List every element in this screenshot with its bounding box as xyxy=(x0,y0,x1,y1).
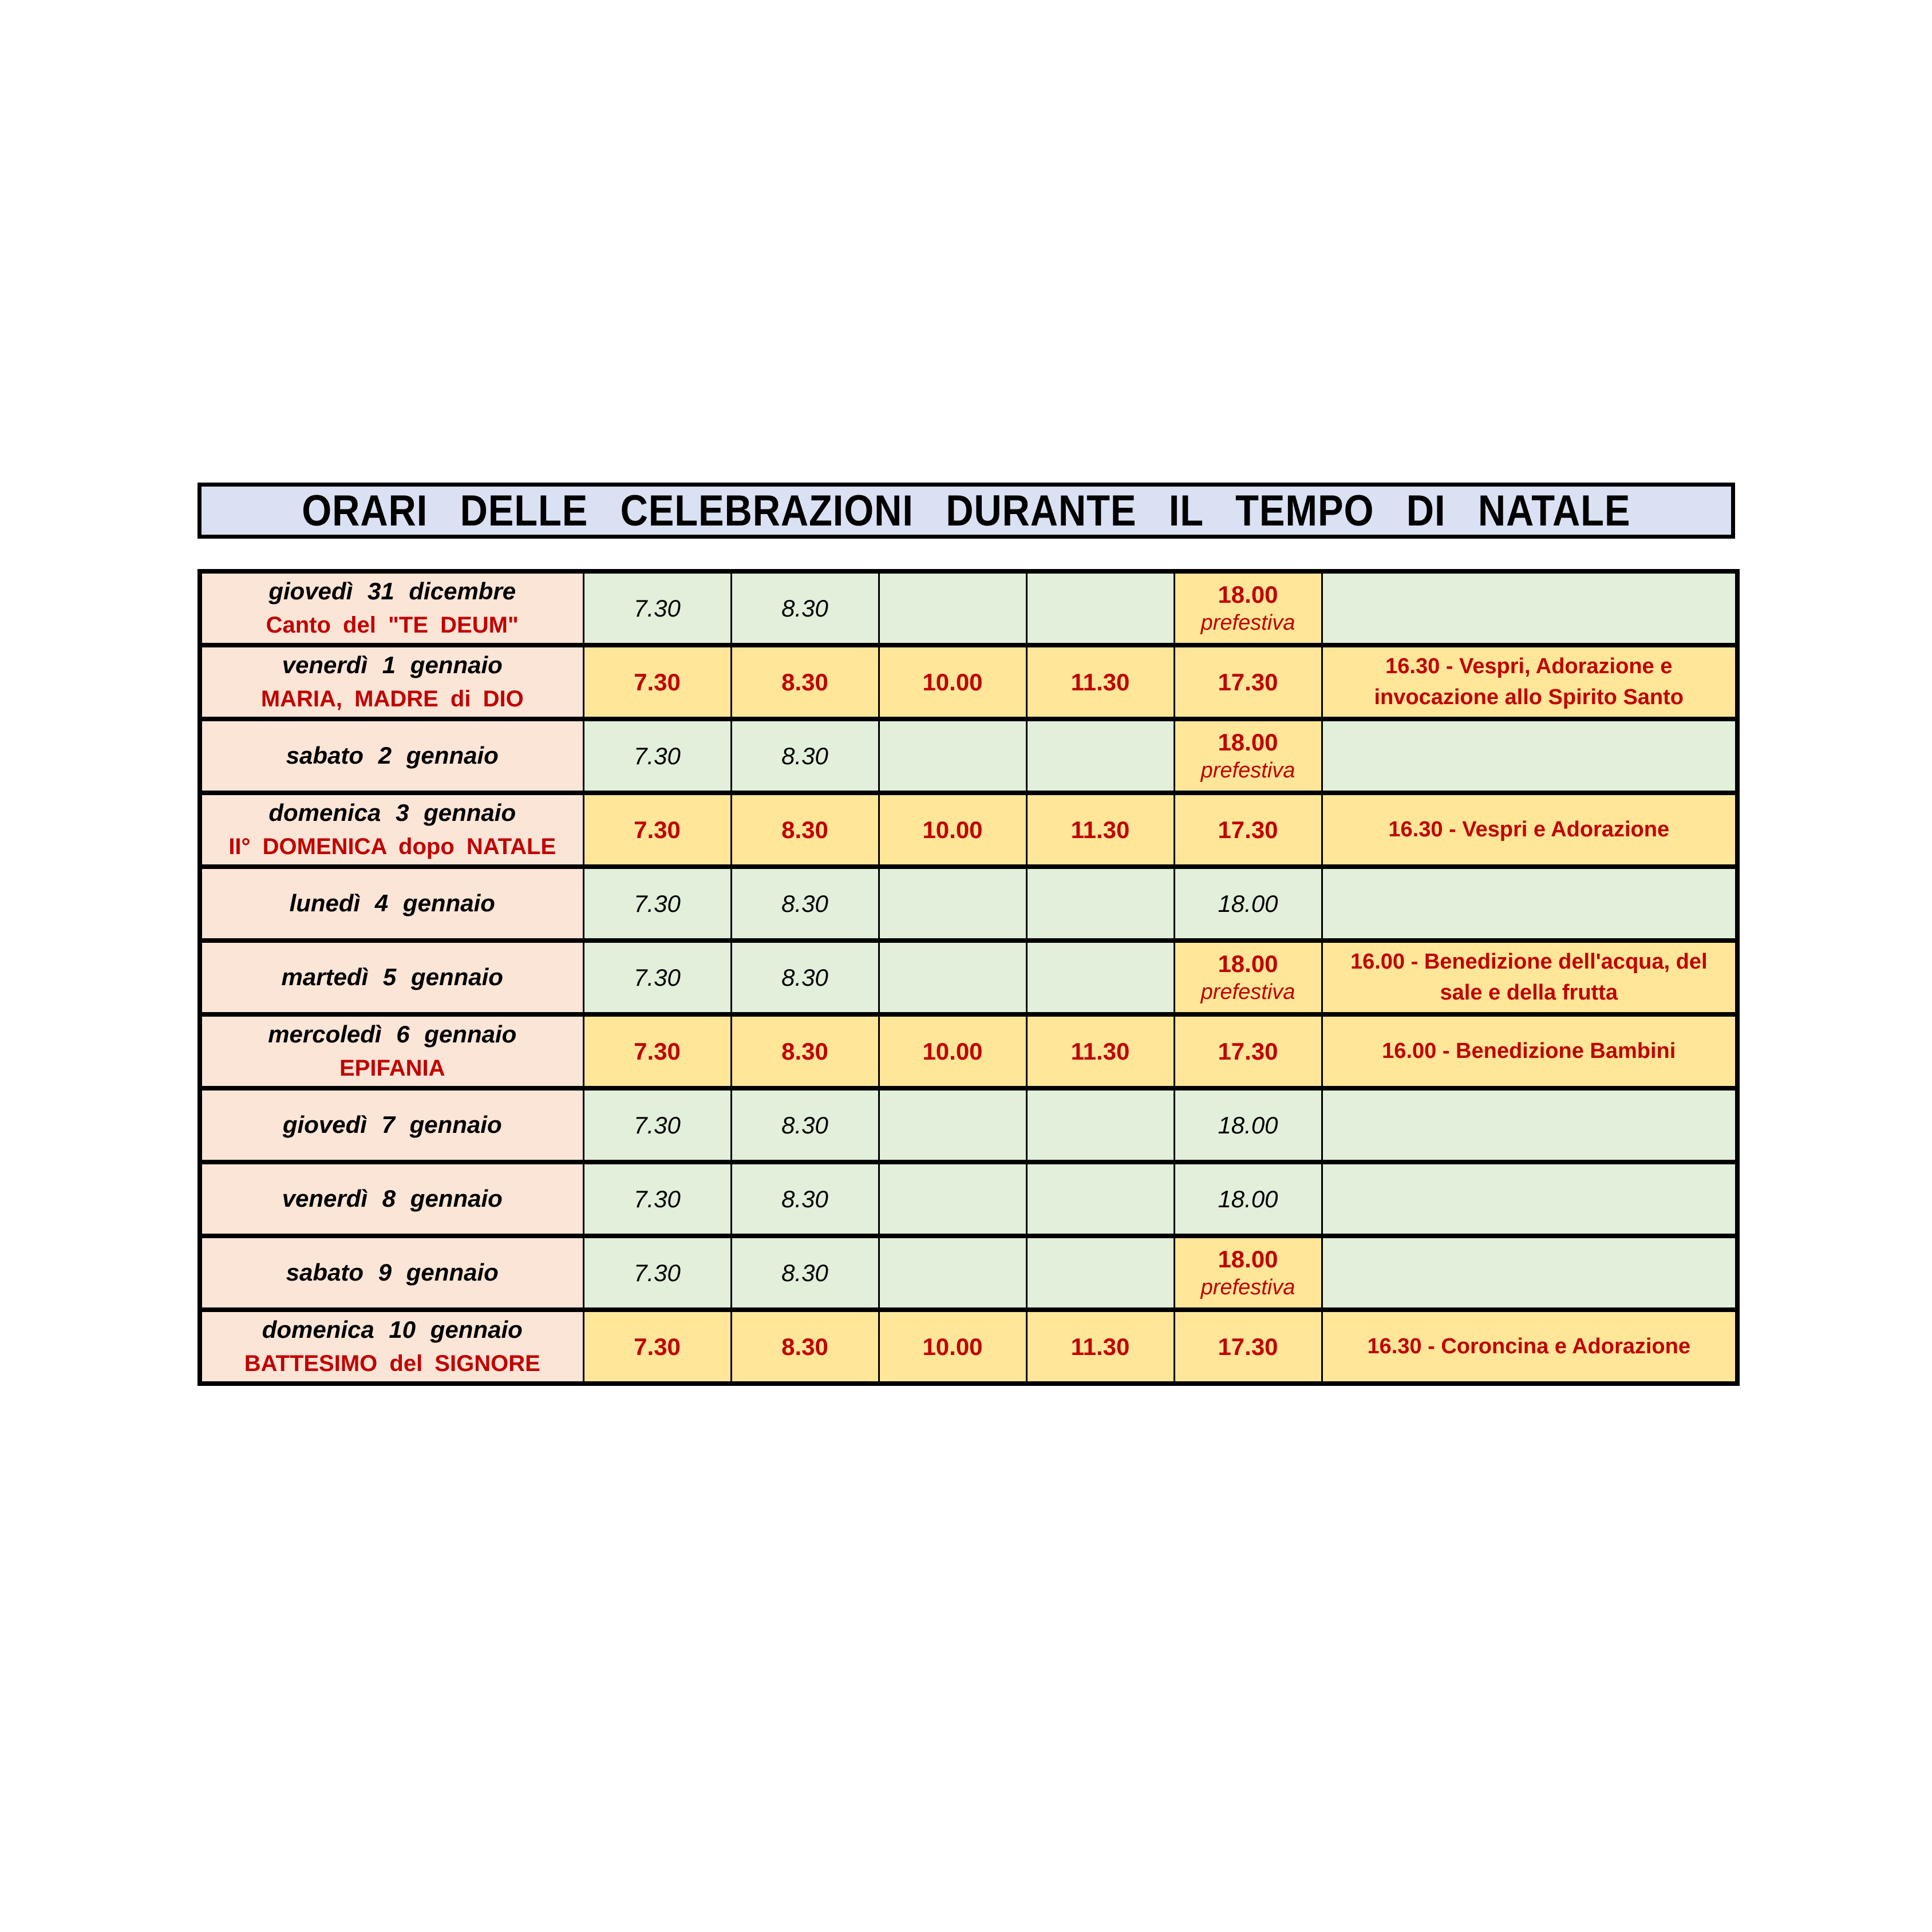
table-row xyxy=(200,1162,1737,1236)
time-cell xyxy=(1026,1088,1174,1162)
mass-time: 7.30 xyxy=(634,1259,681,1286)
time-cell xyxy=(1174,867,1322,941)
time-cell xyxy=(583,1310,731,1384)
time-cell xyxy=(1174,793,1322,867)
mass-time: 11.30 xyxy=(1070,1037,1130,1065)
prefestive-label: prefestiva xyxy=(1200,1275,1295,1299)
note-text: 16.00 - Benedizione Bambini xyxy=(1382,1038,1676,1063)
day-label: mercoledì 6 gennaio xyxy=(268,1021,517,1048)
feast-label: BATTESIMO del SIGNORE xyxy=(244,1350,540,1376)
note-cell xyxy=(1322,867,1737,941)
time-cell xyxy=(731,793,879,867)
note-cell xyxy=(1322,1088,1737,1162)
table-row xyxy=(200,1014,1737,1088)
mass-time: 18.00 xyxy=(1218,729,1278,756)
time-cell xyxy=(583,719,731,793)
day-label: venerdì 1 gennaio xyxy=(282,651,503,679)
time-cell xyxy=(731,867,879,941)
time-cell xyxy=(583,1162,731,1236)
day-cell xyxy=(200,1088,583,1162)
time-cell xyxy=(731,1014,879,1088)
day-label: sabato 9 gennaio xyxy=(286,1259,499,1286)
time-cell xyxy=(1026,645,1174,719)
note-text: 16.30 - Vespri e Adorazione xyxy=(1388,817,1670,841)
time-cell xyxy=(583,941,731,1014)
note-text: 16.30 - Coroncina e Adorazione xyxy=(1367,1334,1690,1358)
mass-time: 11.30 xyxy=(1070,816,1130,843)
day-label: giovedì 7 gennaio xyxy=(282,1111,502,1139)
time-cell xyxy=(1026,793,1174,867)
note-text: 16.00 - Benedizione dell'acqua, del sale e della frutta xyxy=(1350,950,1708,1005)
day-cell xyxy=(200,571,583,645)
time-cell xyxy=(879,645,1026,719)
mass-time: 17.30 xyxy=(1218,668,1278,696)
table-row xyxy=(200,719,1737,793)
time-cell xyxy=(583,645,731,719)
day-cell xyxy=(200,1310,583,1384)
note-cell xyxy=(1322,793,1737,867)
time-cell xyxy=(879,867,1026,941)
note-cell xyxy=(1322,571,1737,645)
note-text: 16.30 - Vespri, Adorazione e invocazione allo Spirito Santo xyxy=(1374,654,1684,709)
time-cell xyxy=(731,1162,879,1236)
day-cell xyxy=(200,719,583,793)
time-cell xyxy=(583,571,731,645)
feast-label: Canto del "TE DEUM" xyxy=(266,612,519,638)
title-bar xyxy=(197,483,1735,539)
time-cell xyxy=(879,571,1026,645)
mass-time: 10.00 xyxy=(922,1333,983,1360)
day-label: lunedì 4 gennaio xyxy=(289,890,495,917)
mass-time: 7.30 xyxy=(634,594,681,622)
time-cell xyxy=(1026,1014,1174,1088)
time-cell xyxy=(1026,719,1174,793)
time-cell xyxy=(731,719,879,793)
table-row xyxy=(200,1236,1737,1310)
mass-time: 7.30 xyxy=(634,963,681,991)
feast-label: MARIA, MADRE di DIO xyxy=(260,686,524,712)
time-cell xyxy=(879,1236,1026,1310)
time-cell xyxy=(879,941,1026,1014)
time-cell xyxy=(879,1088,1026,1162)
note-cell xyxy=(1322,1310,1737,1384)
time-cell xyxy=(1026,941,1174,1014)
mass-time: 8.30 xyxy=(781,1037,828,1065)
time-cell xyxy=(731,1236,879,1310)
mass-time: 7.30 xyxy=(634,742,681,769)
time-cell xyxy=(583,793,731,867)
time-cell xyxy=(1174,941,1322,1014)
time-cell xyxy=(583,1014,731,1088)
time-cell xyxy=(1026,867,1174,941)
prefestive-label: prefestiva xyxy=(1200,980,1295,1004)
mass-time: 8.30 xyxy=(781,742,828,769)
time-cell xyxy=(731,571,879,645)
feast-label: II° DOMENICA dopo NATALE xyxy=(228,833,556,859)
note-cell xyxy=(1322,1014,1737,1088)
prefestive-label: prefestiva xyxy=(1200,611,1295,635)
mass-time: 8.30 xyxy=(781,594,828,622)
time-cell xyxy=(583,1236,731,1310)
mass-time: 8.30 xyxy=(781,963,828,991)
schedule-table xyxy=(197,569,1740,1386)
time-cell xyxy=(1174,1162,1322,1236)
mass-time: 8.30 xyxy=(781,890,828,917)
time-cell xyxy=(879,793,1026,867)
table-row xyxy=(200,645,1737,719)
mass-time: 7.30 xyxy=(634,816,681,843)
day-label: domenica 3 gennaio xyxy=(268,799,516,827)
mass-time: 17.30 xyxy=(1218,816,1278,843)
mass-time: 10.00 xyxy=(922,668,983,696)
mass-time: 7.30 xyxy=(634,668,681,696)
day-label: martedì 5 gennaio xyxy=(281,963,503,991)
time-cell xyxy=(1174,1310,1322,1384)
mass-time: 17.30 xyxy=(1218,1333,1278,1360)
time-cell xyxy=(583,1088,731,1162)
time-cell xyxy=(879,1162,1026,1236)
note-cell xyxy=(1322,719,1737,793)
day-cell xyxy=(200,645,583,719)
day-label: sabato 2 gennaio xyxy=(286,742,499,769)
feast-label: EPIFANIA xyxy=(339,1055,445,1081)
day-cell xyxy=(200,1236,583,1310)
day-cell xyxy=(200,1162,583,1236)
mass-time: 8.30 xyxy=(781,1259,828,1286)
time-cell xyxy=(1026,1310,1174,1384)
mass-time: 7.30 xyxy=(634,1111,681,1139)
mass-time: 10.00 xyxy=(922,816,983,843)
note-cell xyxy=(1322,645,1737,719)
time-cell xyxy=(1026,571,1174,645)
mass-time: 17.30 xyxy=(1218,1037,1278,1065)
day-cell xyxy=(200,867,583,941)
mass-time: 18.00 xyxy=(1218,1185,1278,1212)
time-cell xyxy=(879,719,1026,793)
time-cell xyxy=(1174,719,1322,793)
mass-time: 8.30 xyxy=(781,1185,828,1212)
mass-time: 7.30 xyxy=(634,1333,681,1360)
mass-time: 18.00 xyxy=(1218,950,1278,977)
mass-time: 10.00 xyxy=(922,1037,983,1065)
table-row xyxy=(200,1088,1737,1162)
mass-time: 8.30 xyxy=(781,668,828,696)
time-cell xyxy=(731,645,879,719)
schedule-rows xyxy=(200,571,1737,1384)
mass-time: 11.30 xyxy=(1070,1333,1130,1360)
prefestive-label: prefestiva xyxy=(1200,758,1295,783)
day-label: giovedì 31 dicembre xyxy=(268,578,516,605)
time-cell xyxy=(1174,571,1322,645)
mass-time: 8.30 xyxy=(781,816,828,843)
time-cell xyxy=(1174,645,1322,719)
table-row xyxy=(200,571,1737,645)
mass-time: 18.00 xyxy=(1218,581,1278,608)
day-cell xyxy=(200,941,583,1014)
time-cell xyxy=(1026,1162,1174,1236)
mass-time: 7.30 xyxy=(634,1037,681,1065)
note-cell xyxy=(1322,1162,1737,1236)
time-cell xyxy=(731,1310,879,1384)
table-row xyxy=(200,867,1737,941)
mass-time: 18.00 xyxy=(1218,1246,1278,1273)
page-title: ORARI DELLE CELEBRAZIONI DURANTE IL TEMPO DI NATALE xyxy=(302,486,1631,535)
mass-time: 18.00 xyxy=(1218,1111,1278,1139)
time-cell xyxy=(583,867,731,941)
note-cell xyxy=(1322,941,1737,1014)
mass-time: 8.30 xyxy=(781,1333,828,1360)
note-cell xyxy=(1322,1236,1737,1310)
time-cell xyxy=(1026,1236,1174,1310)
mass-time: 7.30 xyxy=(634,1185,681,1212)
day-label: venerdì 8 gennaio xyxy=(282,1185,503,1212)
mass-time: 8.30 xyxy=(781,1111,828,1139)
schedule-table-container xyxy=(197,569,1740,1386)
table-row xyxy=(200,941,1737,1014)
day-cell xyxy=(200,793,583,867)
mass-time: 11.30 xyxy=(1070,668,1130,696)
time-cell xyxy=(1174,1014,1322,1088)
time-cell xyxy=(731,941,879,1014)
mass-time: 7.30 xyxy=(634,890,681,917)
time-cell xyxy=(879,1014,1026,1088)
time-cell xyxy=(1174,1088,1322,1162)
mass-time: 18.00 xyxy=(1218,890,1278,917)
time-cell xyxy=(731,1088,879,1162)
time-cell xyxy=(1174,1236,1322,1310)
time-cell xyxy=(879,1310,1026,1384)
day-label: domenica 10 gennaio xyxy=(262,1316,523,1344)
table-row xyxy=(200,793,1737,867)
day-cell xyxy=(200,1014,583,1088)
table-row xyxy=(200,1310,1737,1384)
